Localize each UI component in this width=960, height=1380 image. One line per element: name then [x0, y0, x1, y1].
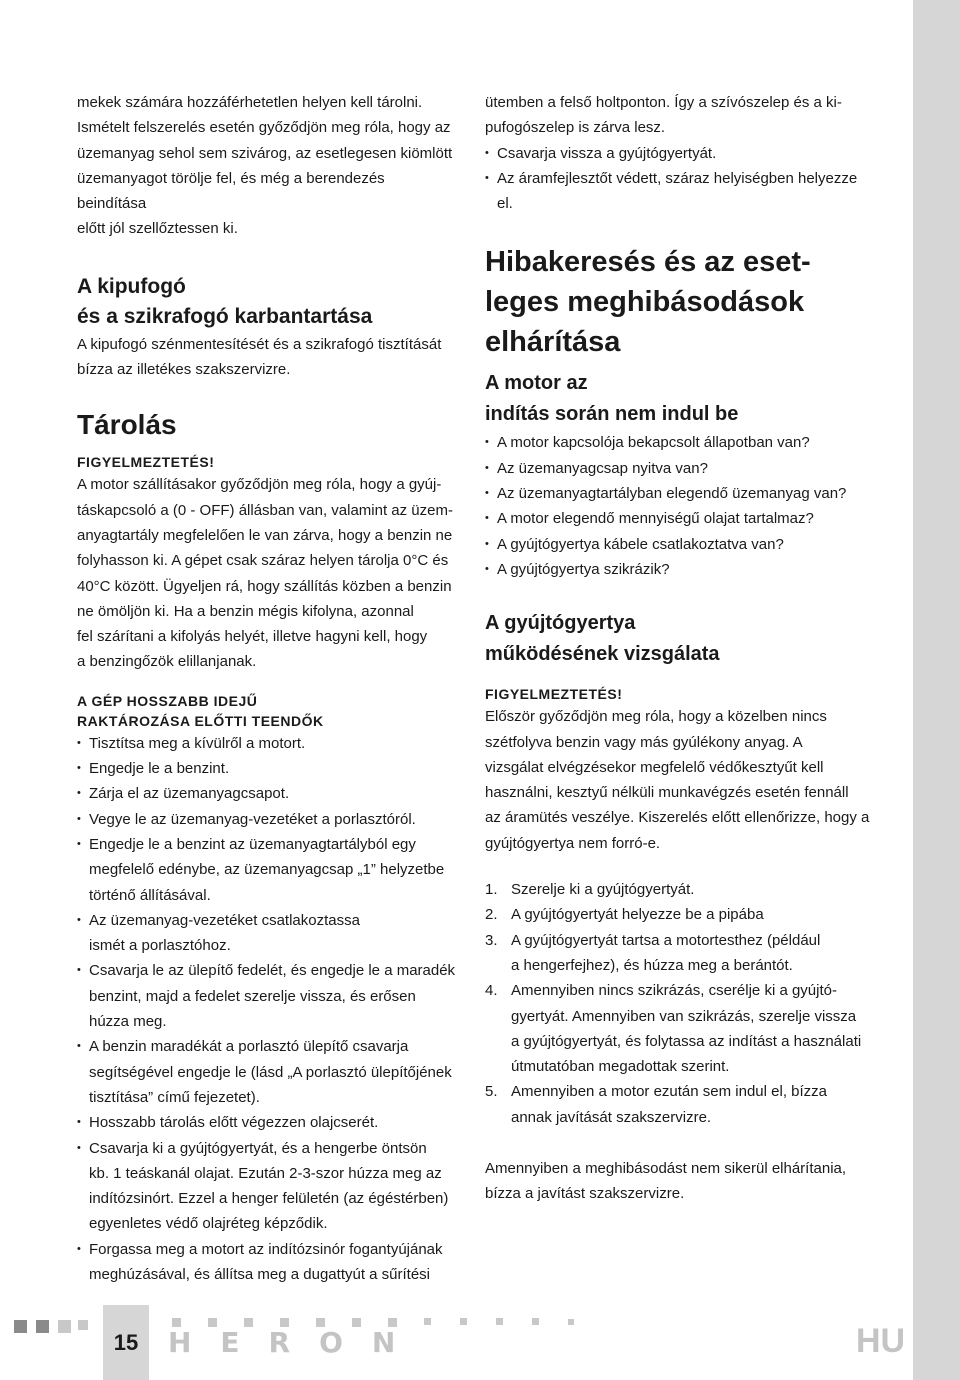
text-line: üzemanyag sehol sem szivárog, az esetlegesen kiömlött [77, 144, 453, 162]
step-item: 3. A gyújtógyertyát tartsa a motortesthez (például a hengerfejhez), és húzza meg a berántót. [485, 931, 821, 974]
text-line: fel szárítani a kifolyás helyét, illetve hagyni kell, hogy [77, 628, 428, 646]
list-item: • Csavarja le az ülepítő fedelét, és engedje le a maradék benzint, majd a fedelet szerelje vissza, és erősen húzza meg. [77, 958, 457, 1034]
text-line: A motor szállításakor győződjön meg róla, hogy a gyúj- [77, 476, 442, 494]
decor-square [78, 1320, 88, 1330]
decor-square [36, 1320, 49, 1333]
heading-line: Hibakeresés és az eset- [485, 246, 811, 279]
exhaust-paragraph [77, 332, 457, 383]
text-line: szétfolyva benzin vagy más gyúlékony anyag. A [485, 733, 803, 751]
list-item: • Az áramfejlesztőt védett, száraz helyiségben helyezze el. [485, 166, 870, 217]
text-line: bízza az illetékes szakszervizre. [77, 361, 291, 379]
list-item: • Csavarja vissza a gyújtógyertyát. [485, 141, 870, 166]
decor-square [568, 1319, 574, 1325]
heading-line: A GÉP HOSSZABB IDEJŰ [77, 692, 258, 709]
language-code: HU [856, 1322, 906, 1360]
list-item: • Az üzemanyagcsap nyitva van? [485, 456, 870, 481]
list-item: • Engedje le a benzint. [77, 756, 457, 781]
spark-test-steps [485, 877, 870, 1130]
heading-line: és a szikrafogó karbantartása [77, 304, 373, 328]
storage-paragraph [77, 472, 457, 674]
no-start-checklist [485, 430, 870, 582]
longterm-list [77, 731, 457, 1288]
step-item: 1. Szerelje ki a gyújtógyertyát. [485, 881, 695, 899]
text-line: használni, kesztyű nélküli munkavégzés esetén fennáll [485, 784, 849, 802]
list-item: • Csavarja ki a gyújtógyertyát, és a hengerbe öntsön kb. 1 teáskanál olajat. Ezután 2-3-szor húzza meg az indítózsinórt. Ezzel a henger felületén (az égéstérben) egyenletes védő olajréteg képződik. [77, 1136, 457, 1237]
step-item: 2. A gyújtógyertyát helyezze be a pipába [485, 906, 764, 924]
list-item: • Vegye le az üzemanyag-vezetéket a porlasztóról. [77, 807, 457, 832]
decor-square [532, 1318, 539, 1325]
text-line: előtt jól szellőztessen ki. [77, 220, 238, 238]
text-line: az áramütés veszélye. Kiszerelés előtt ellenőrizze, hogy a [485, 809, 870, 827]
text-line: ne ömöljön ki. Ha a benzin mégis kifolyna, azonnal [77, 602, 414, 620]
decor-square [424, 1318, 431, 1325]
decor-square [460, 1318, 467, 1325]
heading-line: elhárítása [485, 326, 621, 359]
heading-line: A motor az [485, 372, 588, 395]
continued-list [485, 141, 870, 217]
storage-warning-label: FIGYELMEZTETÉS! [77, 454, 215, 471]
text-line: Amennyiben a meghibásodást nem sikerül elhárítania, [485, 1160, 847, 1178]
list-item: • Tisztítsa meg a kívülről a motort. [77, 731, 457, 756]
closing-paragraph [485, 1156, 870, 1207]
text-line: táskapcsoló a (0 - OFF) állásban van, valamint az üzem- [77, 501, 453, 519]
list-item: • Hosszabb tárolás előtt végezzen olajcserét. [77, 1110, 457, 1135]
decor-square [14, 1320, 27, 1333]
text-line: folyhasson ki. A gépet csak száraz helyen tárolja 0°C és [77, 552, 449, 570]
decor-square [58, 1320, 71, 1333]
text-line: A kipufogó szénmentesítését és a szikrafogó tisztítását [77, 335, 442, 353]
heading-line: RAKTÁROZÁSA ELŐTTI TEENDŐK [77, 712, 324, 729]
list-item: • Zárja el az üzemanyagcsapot. [77, 781, 457, 806]
list-item: • Engedje le a benzint az üzemanyagtartályból egy megfelelő edénybe, az üzemanyagcsap „1” helyzetbe történő állításával. [77, 832, 457, 908]
heading-line: indítás során nem indul be [485, 403, 739, 426]
continued-paragraph [485, 90, 870, 141]
list-item: • Forgassa meg a motort az indítózsinór fogantyújának meghúzásával, és állítsa meg a dugattyút a sűrítési [77, 1237, 457, 1288]
text-line: vizsgálat elvégzésekor megfelelő védőkesztyűt kell [485, 758, 824, 776]
page-number: 15 [113, 1329, 139, 1355]
text-line: ütemben a felső holtponton. Így a szívószelep és a ki- [485, 94, 842, 111]
troubleshooting-heading [485, 242, 870, 362]
spark-plug-heading [485, 608, 870, 670]
side-strip [913, 0, 960, 1380]
list-item: • A motor kapcsolója bekapcsolt állapotban van? [485, 430, 870, 455]
text-line: üzemanyagot törölje fel, és még a berendezés beindítása [77, 169, 385, 213]
text-line: pufogószelep is zárva lesz. [485, 119, 666, 137]
heading-line: működésének vizsgálata [485, 643, 720, 666]
text-line: gyújtógyertya nem forró-e. [485, 834, 661, 852]
list-item: • Az üzemanyagtartályban elegendő üzemanyag van? [485, 481, 870, 506]
text-line: 40°C között. Ügyeljen rá, hogy szállítás közben a benzin [77, 577, 452, 595]
spark-warning-paragraph [485, 704, 870, 856]
text-line: Ismételt felszerelés esetén győződjön meg róla, hogy az [77, 119, 451, 137]
text-line: bízza a javítást szakszervizre. [485, 1185, 685, 1203]
list-item: • A gyújtógyertya kábele csatlakoztatva van? [485, 532, 870, 557]
heading-line: leges meghibásodások [485, 286, 805, 319]
spark-warning-label: FIGYELMEZTETÉS! [485, 686, 623, 703]
text-line: Először győződjön meg róla, hogy a közelben nincs [485, 708, 827, 726]
right-column [485, 90, 870, 1207]
page-number-box [103, 1305, 149, 1380]
no-start-heading [485, 368, 870, 430]
heading-line: A gyújtógyertya [485, 612, 636, 635]
step-item: 5. Amennyiben a motor ezután sem indul el, bízza annak javítását szakszervizre. [485, 1083, 828, 1126]
list-item: • A benzin maradékát a porlasztó ülepítő csavarja segítségével engedje le (lásd „A porlasztó ülepítőjének tisztítása” című fejezetet). [77, 1034, 457, 1110]
storage-heading: Tárolás [77, 409, 177, 441]
text-line: anyagtartály megfelelően le van zárva, hogy a benzin ne [77, 526, 453, 544]
list-item: • A gyújtógyertya szikrázik? [485, 557, 870, 582]
decor-square [496, 1318, 503, 1325]
heading-line: A kipufogó [77, 274, 186, 298]
text-line: mekek számára hozzáférhetetlen helyen kell tárolni. [77, 94, 423, 111]
exhaust-heading [77, 272, 457, 332]
text-line: a benzingőzök elillanjanak. [77, 653, 257, 671]
longterm-heading [77, 691, 457, 731]
list-item: • Az üzemanyag-vezetéket csatlakoztassa ismét a porlasztóhoz. [77, 908, 457, 959]
list-item: • A motor elegendő mennyiségű olajat tartalmaz? [485, 506, 870, 531]
brand-logo: HERON [168, 1326, 425, 1359]
left-column [77, 90, 457, 1287]
step-item: 4. Amennyiben nincs szikrázás, cserélje ki a gyújtó- gyertyát. Amennyiben van szikrázás, szerelje vissza a gyújtógyertyát, és folytassa az indítást a használati útmutatóban megadottak szerint. [485, 982, 862, 1076]
intro-paragraph [77, 90, 457, 242]
